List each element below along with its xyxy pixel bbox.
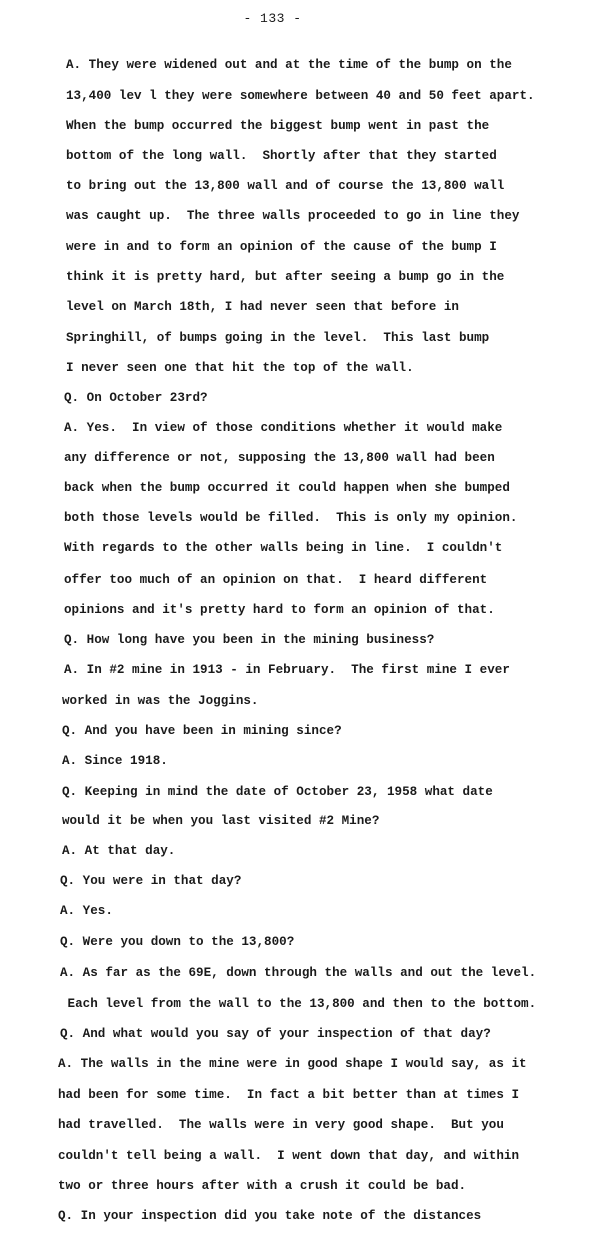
transcript-line: I never seen one that hit the top of the wall. [66, 361, 414, 375]
transcript-line: When the bump occurred the biggest bump went in past the [66, 119, 490, 133]
transcript-line: Q. You were in that day? [60, 874, 242, 888]
transcript-line: Q. Keeping in mind the date of October 23, 1958 what date [62, 785, 493, 799]
page-number: - 133 - [243, 11, 302, 26]
transcript-line: A. They were widened out and at the time of the bump on the [66, 58, 512, 72]
transcript-line: level on March 18th, I had never seen that before in [66, 300, 459, 314]
transcript-line: worked in was the Joggins. [62, 694, 259, 708]
transcript-line: A. Since 1918. [62, 754, 168, 768]
transcript-line: two or three hours after with a crush it could be bad. [58, 1179, 467, 1193]
transcript-line: Q. And you have been in mining since? [62, 724, 342, 738]
transcript-line: Q. How long have you been in the mining business? [64, 633, 435, 647]
transcript-line: A. At that day. [62, 844, 176, 858]
transcript-line: offer too much of an opinion on that. I heard different [64, 573, 488, 587]
transcript-line: back when the bump occurred it could happen when she bumped [64, 481, 510, 495]
transcript-line: A. Yes. [60, 904, 113, 918]
transcript-line: had travelled. The walls were in very good shape. But you [58, 1118, 504, 1132]
transcript-line: With regards to the other walls being in line. I couldn't [64, 541, 503, 555]
transcript-line: any difference or not, supposing the 13,800 wall had been [64, 451, 495, 465]
transcript-line: would it be when you last visited #2 Mine? [62, 814, 380, 828]
transcript-line: Springhill, of bumps going in the level. This last bump [66, 331, 490, 345]
transcript-line: had been for some time. In fact a bit better than at times I [58, 1088, 520, 1102]
transcript-line: to bring out the 13,800 wall and of course the 13,800 wall [66, 179, 505, 193]
transcript-line: A. The walls in the mine were in good shape I would say, as it [58, 1057, 527, 1071]
transcript-line: 13,400 lev l they were somewhere between 40 and 50 feet apart. [66, 89, 535, 103]
transcript-line: Q. Were you down to the 13,800? [60, 935, 295, 949]
transcript-line: were in and to form an opinion of the cause of the bump I [66, 240, 497, 254]
transcript-line: Q. And what would you say of your inspection of that day? [60, 1027, 491, 1041]
transcript-line: Each level from the wall to the 13,800 and then to the bottom. [60, 997, 537, 1011]
transcript-line: A. Yes. In view of those conditions whether it would make [64, 421, 503, 435]
transcript-line: bottom of the long wall. Shortly after that they started [66, 149, 497, 163]
transcript-line: Q. In your inspection did you take note of the distances [58, 1209, 482, 1223]
transcript-line: Q. On October 23rd? [64, 391, 208, 405]
transcript-line: was caught up. The three walls proceeded to go in line they [66, 209, 520, 223]
transcript-line: both those levels would be filled. This is only my opinion. [64, 511, 518, 525]
transcript-line: couldn't tell being a wall. I went down that day, and within [58, 1149, 520, 1163]
transcript-line: A. In #2 mine in 1913 - in February. The first mine I ever [64, 663, 510, 677]
transcript-line: opinions and it's pretty hard to form an opinion of that. [64, 603, 495, 617]
transcript-line: A. As far as the 69E, down through the walls and out the level. [60, 966, 537, 980]
transcript-line: think it is pretty hard, but after seeing a bump go in the [66, 270, 505, 284]
